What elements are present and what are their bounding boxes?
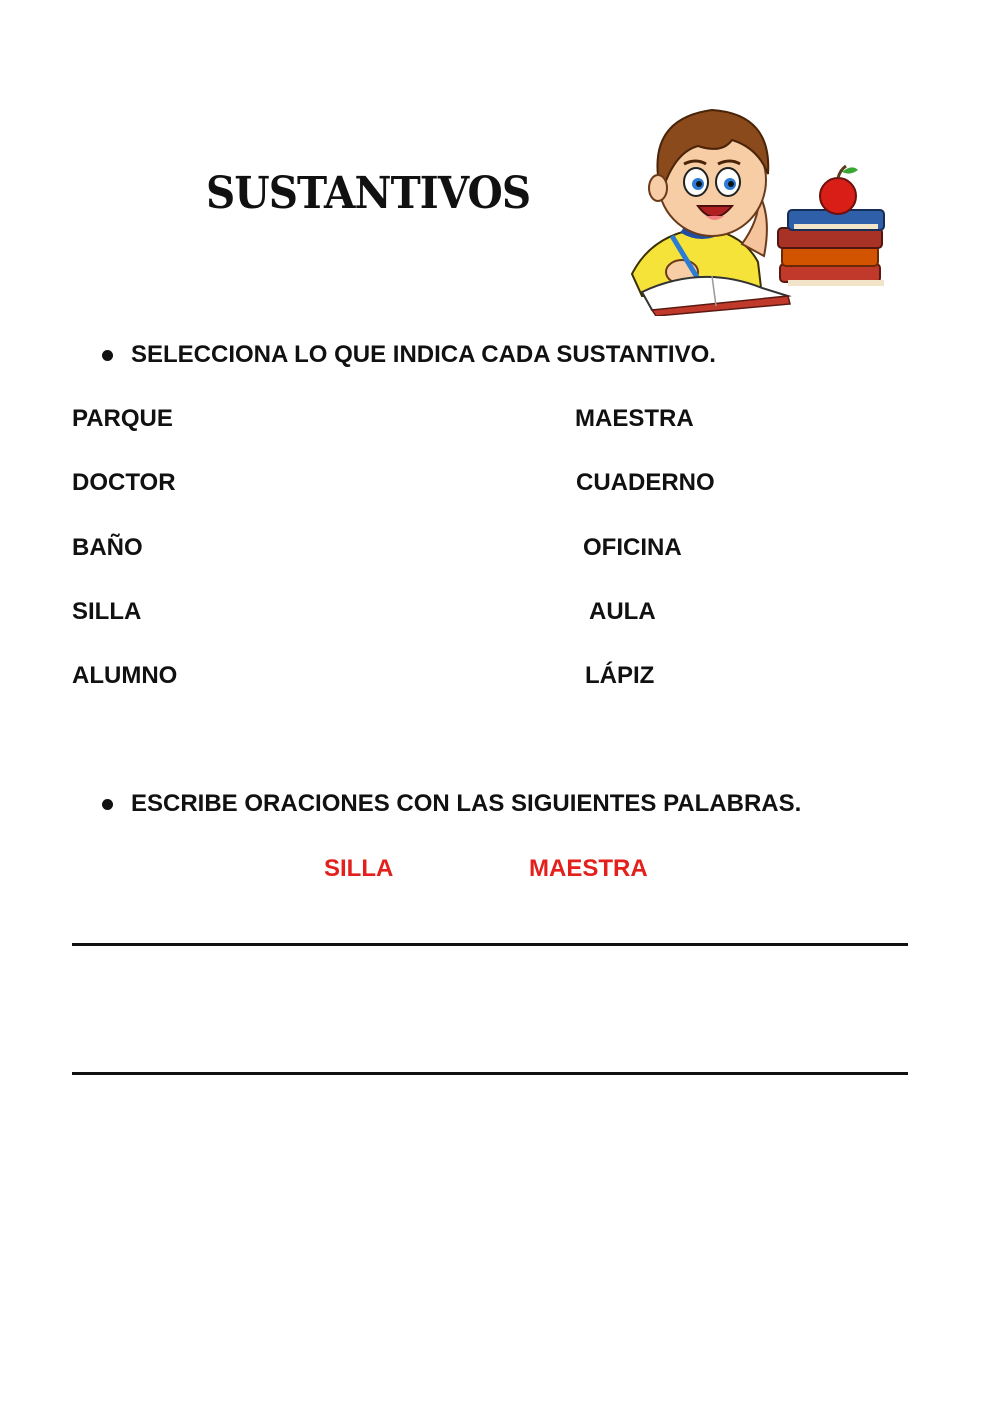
- noun-word-right: LÁPIZ: [585, 662, 655, 689]
- noun-word-left: ALUMNO: [72, 662, 178, 689]
- sentence-word: SILLA: [324, 855, 394, 882]
- noun-word-left: PARQUE: [72, 405, 173, 432]
- noun-word-left: SILLA: [72, 598, 142, 625]
- noun-word-left: DOCTOR: [72, 469, 176, 496]
- noun-word-left: BAÑO: [72, 534, 143, 561]
- noun-word-right: MAESTRA: [575, 405, 694, 432]
- instruction-write-text: ESCRIBE ORACIONES CON LAS SIGUIENTES PALABRAS.: [131, 790, 802, 817]
- sentence-word: MAESTRA: [529, 855, 648, 882]
- instruction-write: [102, 790, 801, 818]
- bullet-icon: [102, 350, 113, 361]
- page-title: SUSTANTIVOS: [206, 168, 531, 219]
- instruction-select-text: SELECCIONA LO QUE INDICA CADA SUSTANTIVO.: [131, 341, 716, 368]
- bullet-icon: [102, 799, 113, 810]
- answer-line[interactable]: [72, 1072, 908, 1075]
- noun-word-right: AULA: [589, 598, 656, 625]
- instruction-select: [102, 341, 716, 369]
- answer-line[interactable]: [72, 943, 908, 946]
- noun-word-right: OFICINA: [583, 534, 682, 561]
- noun-word-right: CUADERNO: [576, 469, 715, 496]
- boy-studying-with-books-icon: [612, 96, 892, 316]
